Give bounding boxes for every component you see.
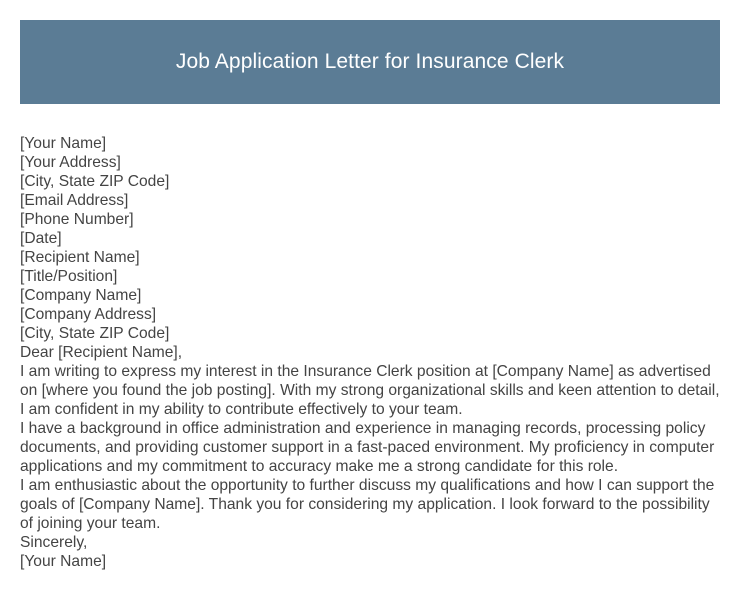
recipient-name: [Recipient Name] <box>20 249 140 266</box>
recipient-title: [Title/Position] <box>20 268 118 285</box>
salutation: Dear [Recipient Name], <box>20 344 183 361</box>
paragraph-intro: I am writing to express my interest in the Insurance Clerk position at [Company Name] as advertised on [where you found the job posting]. With my strong organizational skills and keen attention to detail, I am confident in my ability to contribute effectively to your team. <box>20 363 720 418</box>
sender-email: [Email Address] <box>20 192 129 209</box>
sender-address: [Your Address] <box>20 154 121 171</box>
letter-header <box>20 20 720 104</box>
paragraph-experience: I have a background in office administration and experience in managing records, processing policy documents, and providing customer support in a fast-paced environment. My proficiency in computer applications and my commitment to accuracy make me a strong candidate for this role. <box>20 420 715 475</box>
sender-name: [Your Name] <box>20 135 107 152</box>
page-title: Job Application Letter for Insurance Clerk <box>175 50 565 73</box>
letter-body <box>20 134 725 571</box>
sender-phone: [Phone Number] <box>20 211 134 228</box>
recipient-city-state-zip: [City, State ZIP Code] <box>20 325 170 342</box>
signature: [Your Name] <box>20 553 107 570</box>
recipient-company: [Company Name] <box>20 287 142 304</box>
letter-date: [Date] <box>20 230 62 247</box>
closing: Sincerely, <box>20 534 88 551</box>
sender-city-state-zip: [City, State ZIP Code] <box>20 173 170 190</box>
paragraph-closing: I am enthusiastic about the opportunity to further discuss my qualifications and how I can support the goals of [Company Name]. Thank you for considering my application. I look forward to the possibility of joining your team. <box>20 477 715 532</box>
recipient-address: [Company Address] <box>20 306 157 323</box>
